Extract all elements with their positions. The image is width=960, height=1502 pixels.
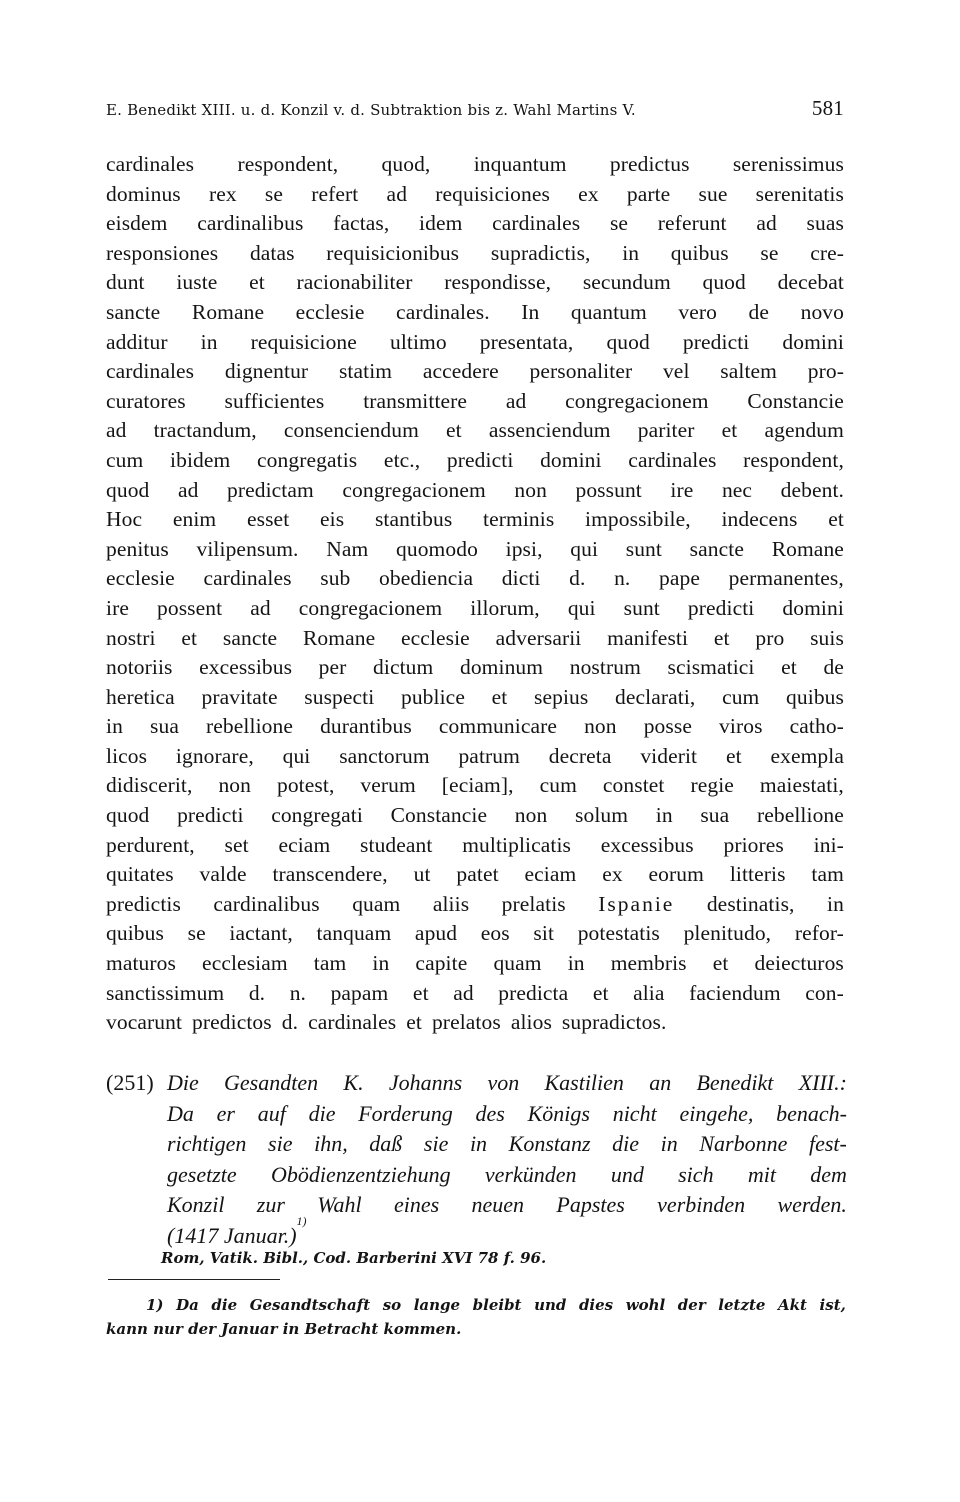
regest-line: Konzil zur Wahl eines neuen Papstes verbinden werden.	[167, 1192, 847, 1217]
body-line: ecclesie cardinales sub obediencia dicti d. n. pape permanentes,	[106, 566, 844, 591]
body-line: dunt iuste et racionabiliter respondisse, secundum quod decebat	[106, 270, 844, 295]
body-line: eisdem cardinalibus factas, idem cardinales se referunt ad suas	[106, 211, 844, 236]
body-line: perdurent, set eciam studeant multiplicatis excessibus priores ini-	[106, 832, 844, 857]
footnote-rule	[108, 1279, 280, 1280]
body-line: penitus vilipensum. Nam quomodo ipsi, qui sunt sancte Romane	[106, 536, 844, 561]
footnote-line: kann nur der Januar in Betracht kommen.	[106, 1320, 462, 1338]
running-head-title: E. Benedikt XIII. u. d. Konzil v. d. Subtraktion bis z. Wahl Martins V.	[106, 101, 636, 119]
body-line: heretica pravitate suspecti publice et sepius declarati, cum quibus	[106, 684, 844, 709]
body-line: maturos ecclesiam tam in capite quam in membris et deiecturos	[106, 951, 844, 976]
body-line: sancte Romane ecclesie cardinales. In quantum vero de novo	[106, 299, 844, 324]
running-head	[106, 96, 844, 128]
body-line: cardinales dignentur statim accedere personaliter vel saltem pro-	[106, 359, 844, 384]
body-line: cum ibidem congregatis etc., predicti domini cardinales respondent,	[106, 447, 844, 472]
footnote	[106, 1293, 846, 1341]
body-line: nostri et sancte Romane ecclesie adversarii manifesti et pro suis	[106, 625, 844, 650]
body-line: quibus se iactant, tanquam apud eos sit potestatis plenitudo, refor-	[106, 921, 844, 946]
body-line: in sua rebellione durantibus communicare non posse viros catho-	[106, 714, 844, 739]
body-line: ad tractandum, consenciendum et assenciendum pariter et agendum	[106, 418, 844, 443]
body-line: additur in requisicione ultimo presentata, quod predicti domini	[106, 329, 844, 354]
body-line: didiscerit, non potest, verum [eciam], cum constet regie maiestati,	[106, 773, 844, 798]
body-line: quod predicti congregati Constancie non solum in sua rebellione	[106, 803, 844, 828]
body-line: licos ignorare, qui sanctorum patrum decreta viderit et exempla	[106, 743, 844, 768]
body-line: quod ad predictam congregacionem non possunt ire nec debent.	[106, 477, 844, 502]
footnote-marker: 1)	[296, 1213, 307, 1228]
regest-line: Da er auf die Forderung des Königs nicht eingehe, benach-	[167, 1100, 847, 1126]
body-line: cardinales respondent, quod, inquantum predictus serenissimus	[106, 152, 844, 176]
page	[106, 96, 844, 1038]
body-line: curatores sufficientes transmittere ad congregacionem Constancie	[106, 388, 844, 413]
footnote-line: 1) Da die Gesandtschaft so lange bleibt und dies wohl der letzte Akt ist,	[106, 1293, 846, 1317]
body-line: sanctissimum d. n. papam et ad predicta et alia faciendum con-	[106, 980, 844, 1005]
body-text	[106, 150, 844, 1038]
regest-line: Die Gesandten K. Johanns von Kastilien an Benedikt XIII.:	[167, 1070, 847, 1095]
body-line: vocarunt predictos d. cardinales et prelatos alios supradictos.	[106, 1010, 667, 1035]
regest-line: (1417 Januar.) 1)	[167, 1221, 847, 1252]
body-line: ire possent ad congregacionem illorum, qui sunt predicti domini	[106, 595, 844, 620]
body-line: Hoc enim esset eis stantibus terminis impossibile, indecens et	[106, 507, 844, 532]
body-line: dominus rex se refert ad requisiciones ex parte sue serenitatis	[106, 181, 844, 206]
body-line: predictis cardinalibus quam aliis prelatis Ispanie destinatis, in	[106, 891, 844, 916]
regest-line: gesetzte Obödienzentziehung verkünden und sich mit dem	[167, 1161, 847, 1187]
body-line: responsiones datas requisicionibus supradictis, in quibus se cre-	[106, 240, 844, 265]
footnote-number: 1)	[146, 1296, 164, 1314]
regest-line: richtigen sie ihn, daß sie in Konstanz die in Narbonne fest-	[167, 1131, 847, 1156]
body-line: quitates valde transcendere, ut patet eciam ex eorum litteris tam	[106, 862, 844, 887]
page-number: 581	[811, 96, 844, 120]
source-citation: Rom, Vatik. Bibl., Cod. Barberini XVI 78 f. 96.	[161, 1249, 547, 1267]
document-number: (251)	[106, 1070, 154, 1095]
document-regest	[167, 1068, 847, 1251]
body-line: notoriis excessibus per dictum dominum nostrum scismatici et de	[106, 655, 844, 680]
